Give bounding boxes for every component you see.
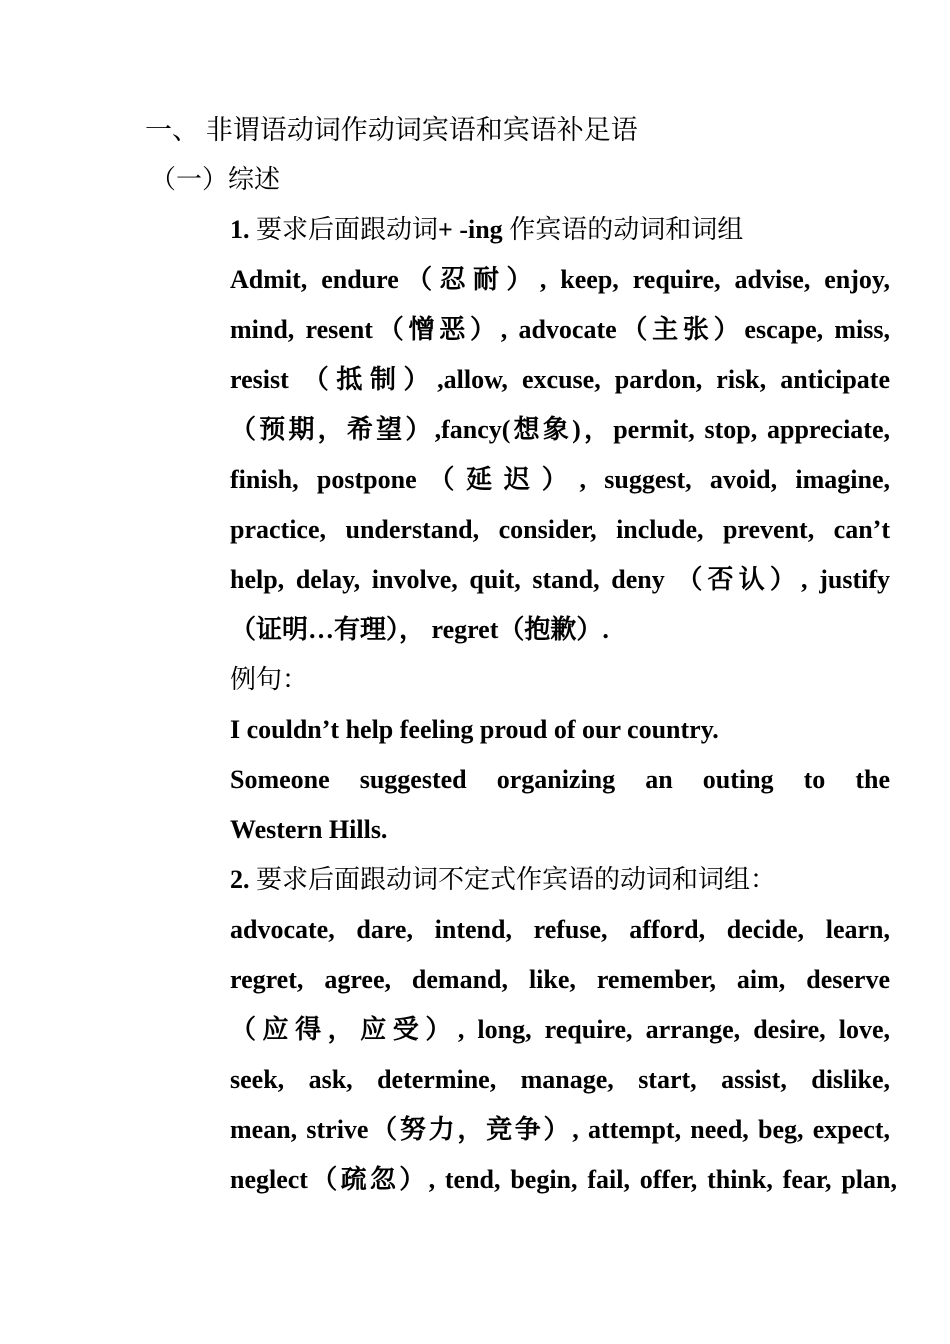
part1-title-cn2: 作宾语的动词和词组 [509, 215, 744, 244]
verb-list-line: regret, agree, demand, like, remember, aim, deserve [230, 965, 890, 994]
section-heading: 一、 非谓语动词作动词宾语和宾语补足语 [145, 115, 638, 145]
section-subheading: （一）综述 [150, 165, 281, 194]
part1-title-ing: + -ing [438, 215, 503, 244]
part1-title [230, 214, 890, 246]
example-label: 例句： [230, 665, 309, 694]
verb-list-line: advocate, dare, intend, refuse, afford, decide, learn, [230, 915, 890, 944]
verb-list-line: seek, ask, determine, manage, start, assist, dislike, [230, 1065, 890, 1094]
example-sentence: Someone suggested organizing an outing to the [230, 765, 890, 794]
verb-list-line: practice, understand, consider, include, prevent, can’t [230, 515, 890, 544]
verb-list-line: Admit, endure（忍耐）, keep, require, advise, enjoy, [230, 265, 890, 294]
part2-title-cn: 要求后面跟动词不定式作宾语的动词和词组： [256, 865, 777, 894]
verb-list-line: （证明…有理）， regret（抱歉）. [230, 615, 609, 644]
part1-number: 1. [230, 215, 250, 244]
verb-list-line: （预期，希望）,fancy(想象)，permit, stop, appreciate, [230, 415, 890, 444]
verb-list-line: resist （抵制）,allow, excuse, pardon, risk, anticipate [230, 365, 890, 394]
verb-list-line: （应得，应受）, long, require, arrange, desire, love, [230, 1015, 890, 1044]
verb-list-line: mind, resent（憎恶）, advocate（主张）escape, miss, [230, 315, 890, 344]
part2-number: 2. [230, 865, 250, 894]
example-sentence: Western Hills. [230, 815, 388, 844]
part2-title [230, 864, 890, 896]
verb-list-line: mean, strive（努力，竞争）, attempt, need, beg, expect, [230, 1115, 890, 1144]
example-sentence: I couldn’t help feeling proud of our country. [230, 715, 719, 744]
part1-title-cn: 要求后面跟动词 [256, 215, 439, 244]
verb-list-line: finish, postpone（延迟）, suggest, avoid, imagine, [230, 465, 890, 494]
verb-list-line: help, delay, involve, quit, stand, deny （否认）, justify [230, 565, 890, 594]
verb-list-line: neglect（疏忽）, tend, begin, fail, offer, think, fear, plan, [230, 1165, 897, 1194]
